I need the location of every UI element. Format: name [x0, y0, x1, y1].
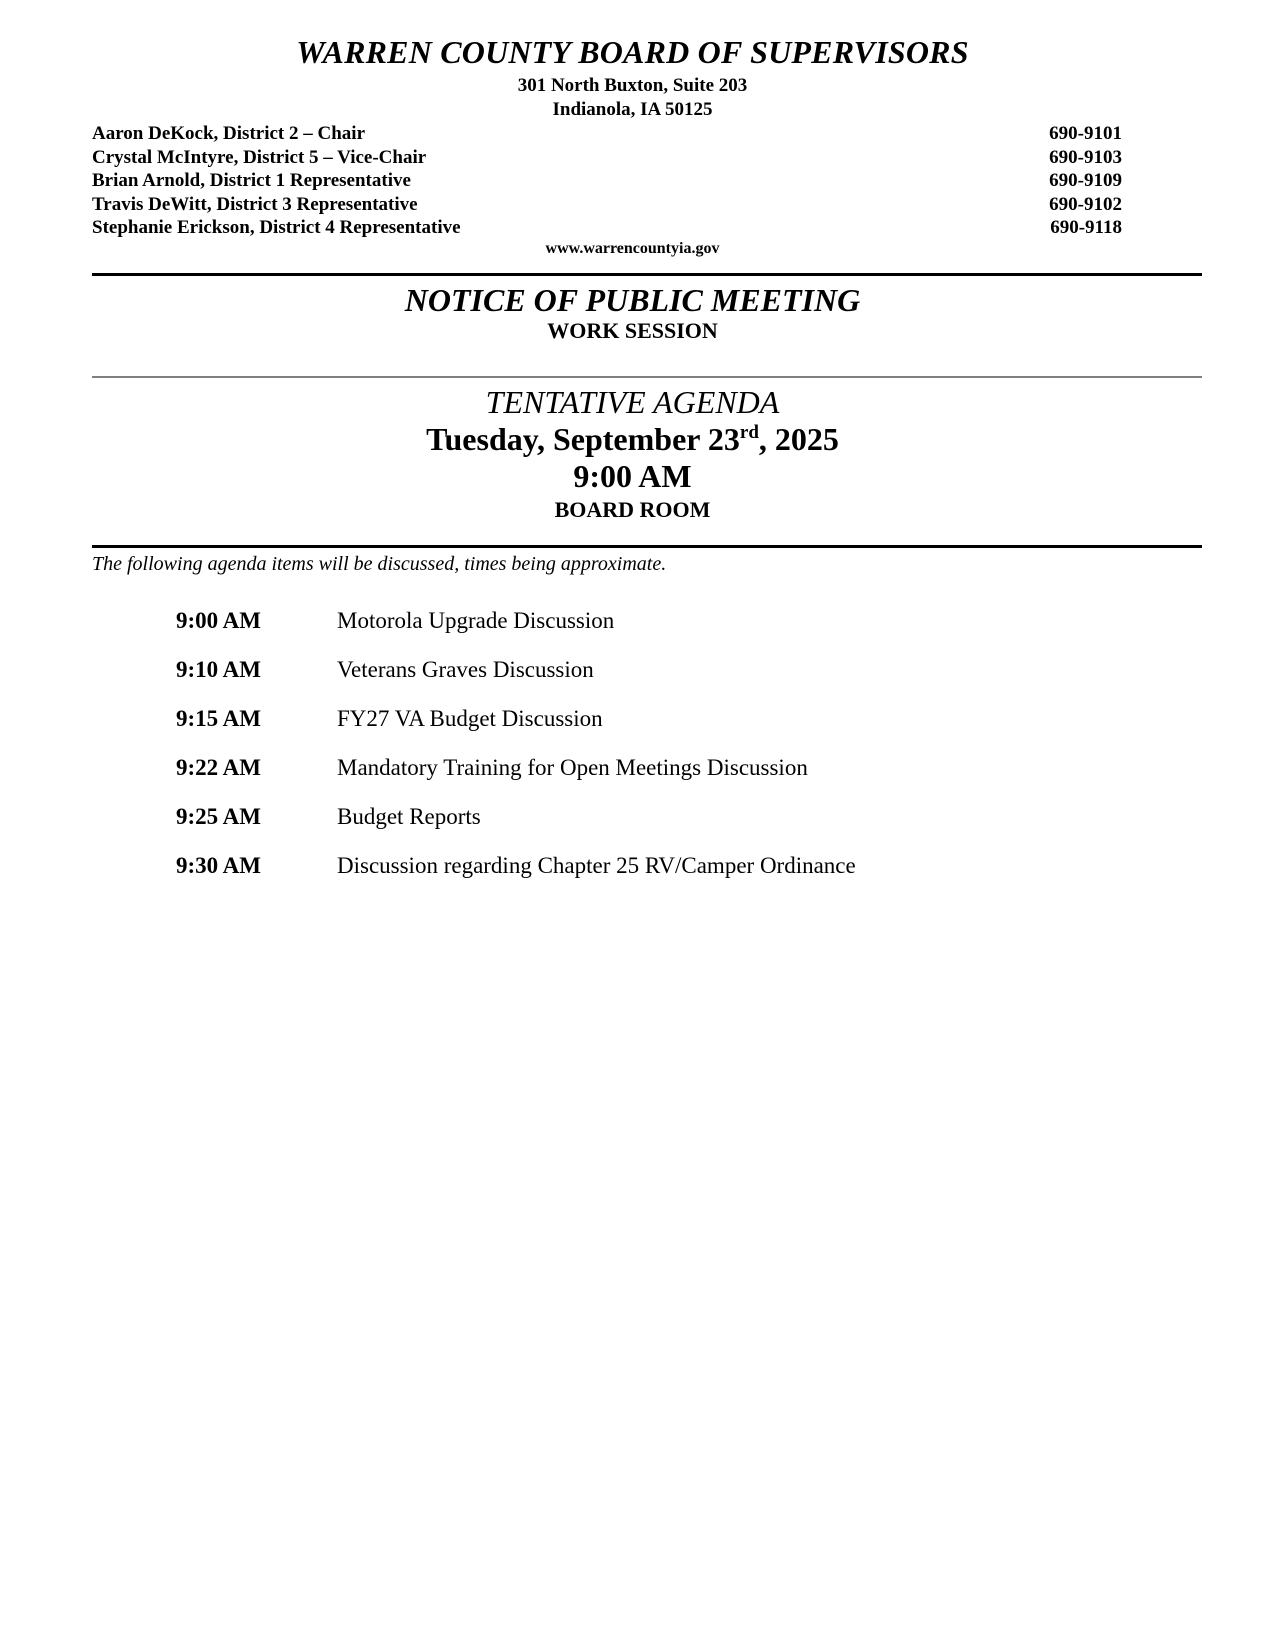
member-phone: 690-9101	[1049, 123, 1122, 144]
member-row	[92, 216, 1122, 240]
member-phone: 690-9102	[1049, 193, 1122, 215]
divider	[92, 376, 1202, 378]
meeting-date-ordinal: rd	[739, 422, 759, 443]
agenda-intro: The following agenda items will be discussed, times being approximate.	[92, 553, 667, 575]
member-name: Travis DeWitt, District 3 Representative	[92, 193, 418, 215]
agenda-item	[176, 802, 856, 851]
member-phone: 690-9103	[1049, 146, 1122, 168]
agenda-item-title: Veterans Graves Discussion	[337, 657, 594, 682]
agenda-item	[176, 753, 856, 802]
agenda-item	[176, 851, 856, 900]
agenda-item-time: 9:25 AM	[176, 804, 261, 829]
agenda-item-time: 9:30 AM	[176, 853, 261, 878]
agenda-item-title: FY27 VA Budget Discussion	[337, 706, 603, 731]
notice-title: NOTICE OF PUBLIC MEETING	[404, 282, 861, 318]
meeting-date	[0, 421, 1265, 458]
agenda-item-time: 9:22 AM	[176, 755, 261, 780]
member-list	[92, 122, 1122, 240]
member-name: Stephanie Erickson, District 4 Representative	[92, 217, 461, 238]
divider	[92, 545, 1202, 548]
member-phone: 690-9118	[1050, 217, 1122, 238]
agenda-item-title: Motorola Upgrade Discussion	[337, 608, 615, 633]
agenda-item-time: 9:15 AM	[176, 706, 261, 731]
agenda-item-title: Budget Reports	[337, 804, 481, 829]
member-row	[92, 122, 1122, 146]
agenda-item-title: Mandatory Training for Open Meetings Discussion	[337, 755, 808, 780]
agenda-item	[176, 606, 856, 655]
address-line-2: Indianola, IA 50125	[552, 99, 713, 120]
agenda-item-title: Discussion regarding Chapter 25 RV/Camper Ordinance	[337, 853, 856, 878]
member-name: Crystal McIntyre, District 5 – Vice-Chair	[92, 146, 427, 168]
board-title: WARREN COUNTY BOARD OF SUPERVISORS	[296, 34, 969, 70]
member-row	[92, 193, 1122, 217]
member-row	[92, 146, 1122, 170]
member-name: Aaron DeKock, District 2 – Chair	[92, 123, 366, 144]
agenda-item-time: 9:10 AM	[176, 657, 261, 682]
meeting-time: 9:00 AM	[573, 458, 692, 494]
agenda-list	[176, 606, 856, 900]
agenda-item-time: 9:00 AM	[176, 608, 261, 633]
website-link[interactable]: www.warrencountyia.gov	[545, 240, 720, 257]
divider	[92, 273, 1202, 276]
member-name: Brian Arnold, District 1 Representative	[92, 170, 411, 191]
member-row	[92, 169, 1122, 193]
meeting-date-year: , 2025	[758, 421, 839, 457]
meeting-location: BOARD ROOM	[554, 497, 711, 522]
agenda-item	[176, 704, 856, 753]
agenda-item	[176, 655, 856, 704]
member-phone: 690-9109	[1049, 170, 1122, 191]
meeting-date-prefix: Tuesday, September 23	[426, 421, 740, 457]
agenda-title: TENTATIVE AGENDA	[485, 384, 780, 420]
address-line-1: 301 North Buxton, Suite 203	[517, 75, 748, 96]
notice-subtitle: WORK SESSION	[547, 318, 718, 343]
